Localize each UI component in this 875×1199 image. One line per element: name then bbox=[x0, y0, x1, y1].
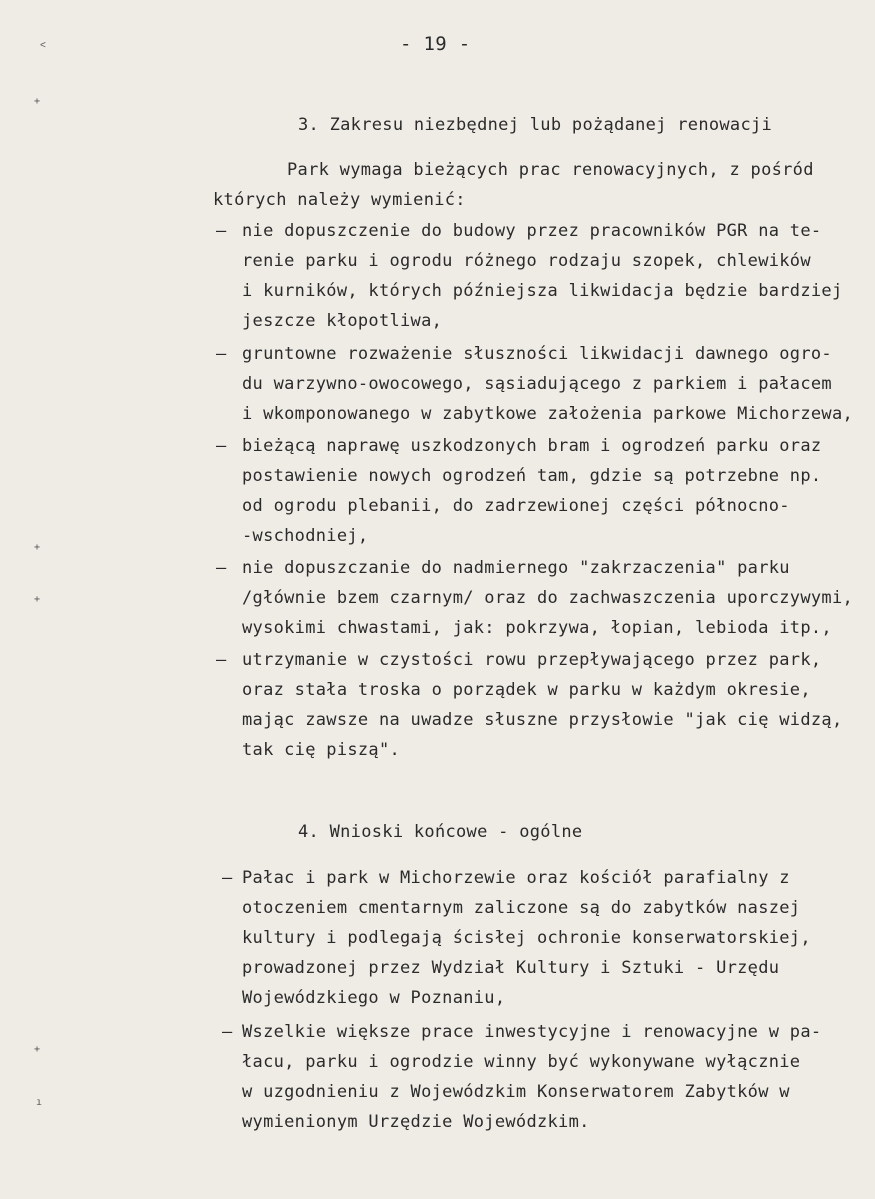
list-item-line: i wkomponowanego w zabytkowe założenia parkowe Michorzewa, bbox=[242, 404, 854, 424]
list-item-line: Pałac i park w Michorzewie oraz kościół parafialny z bbox=[242, 868, 790, 888]
margin-mark: ı bbox=[36, 1097, 43, 1108]
list-item-line: prowadzonej przez Wydział Kultury i Sztuki - Urzędu bbox=[242, 958, 780, 978]
list-item-line: gruntowne rozważenie słuszności likwidacji dawnego ogro- bbox=[242, 344, 832, 364]
list-item-line: renie parku i ogrodu różnego rodzaju szopek, chlewików bbox=[242, 251, 811, 271]
list-item-line: od ogrodu plebanii, do zadrzewionej części północno- bbox=[242, 496, 790, 516]
list-item-line: nie dopuszczanie do nadmiernego "zakrzaczenia" parku bbox=[242, 558, 790, 578]
list-item-line: /głównie bzem czarnym/ oraz do zachwaszczenia uporczywymi, bbox=[242, 588, 854, 608]
list-item-line: nie dopuszczenie do budowy przez pracowników PGR na te- bbox=[242, 221, 822, 241]
margin-mark: + bbox=[34, 594, 41, 605]
list-item-line: Wojewódzkiego w Poznaniu, bbox=[242, 988, 506, 1008]
list-item-line: jeszcze kłopotliwa, bbox=[242, 311, 443, 331]
paragraph-line: których należy wymienić: bbox=[213, 190, 466, 210]
list-item-line: Wszelkie większe prace inwestycyjne i renowacyjne w pa- bbox=[242, 1022, 822, 1042]
list-item-line: -wschodniej, bbox=[242, 526, 369, 546]
paragraph-line: Park wymaga bieżących prac renowacyjnych, z pośród bbox=[287, 160, 814, 180]
list-item-line: du warzywno-owocowego, sąsiadującego z parkiem i pałacem bbox=[242, 374, 832, 394]
list-bullet: – bbox=[222, 868, 233, 888]
section-heading: 4. Wnioski końcowe - ogólne bbox=[298, 822, 583, 842]
list-item-line: wysokimi chwastami, jak: pokrzywa, łopian, lebioda itp., bbox=[242, 618, 832, 638]
list-item-line: bieżącą naprawę uszkodzonych bram i ogrodzeń parku oraz bbox=[242, 436, 822, 456]
list-item-line: otoczeniem cmentarnym zaliczone są do zabytków naszej bbox=[242, 898, 801, 918]
margin-mark: + bbox=[34, 96, 41, 107]
list-bullet: – bbox=[216, 436, 227, 456]
margin-mark: + bbox=[34, 542, 41, 553]
list-item-line: mając zawsze na uwadze słuszne przysłowie "jak cię widzą, bbox=[242, 710, 843, 730]
list-item-line: w uzgodnieniu z Wojewódzkim Konserwatorem Zabytków w bbox=[242, 1082, 790, 1102]
list-item-line: postawienie nowych ogrodzeń tam, gdzie są potrzebne np. bbox=[242, 466, 822, 486]
list-item-line: łacu, parku i ogrodzie winny być wykonywane wyłącznie bbox=[242, 1052, 801, 1072]
list-item-line: kultury i podlegają ścisłej ochronie konserwatorskiej, bbox=[242, 928, 811, 948]
list-bullet: – bbox=[216, 558, 227, 578]
section-heading: 3. Zakresu niezbędnej lub pożądanej renowacji bbox=[298, 115, 773, 135]
list-item-line: wymienionym Urzędzie Wojewódzkim. bbox=[242, 1112, 590, 1132]
margin-mark: + bbox=[34, 1044, 41, 1055]
page-number: - 19 - bbox=[400, 33, 471, 55]
list-bullet: – bbox=[216, 344, 227, 364]
margin-mark: ˂ bbox=[40, 40, 47, 51]
list-bullet: – bbox=[216, 221, 227, 241]
list-bullet: – bbox=[216, 650, 227, 670]
list-item-line: tak cię piszą". bbox=[242, 740, 401, 760]
list-bullet: – bbox=[222, 1022, 233, 1042]
list-item-line: utrzymanie w czystości rowu przepływającego przez park, bbox=[242, 650, 822, 670]
list-item-line: i kurników, których późniejsza likwidacja będzie bardziej bbox=[242, 281, 843, 301]
list-item-line: oraz stała troska o porządek w parku w każdym okresie, bbox=[242, 680, 811, 700]
